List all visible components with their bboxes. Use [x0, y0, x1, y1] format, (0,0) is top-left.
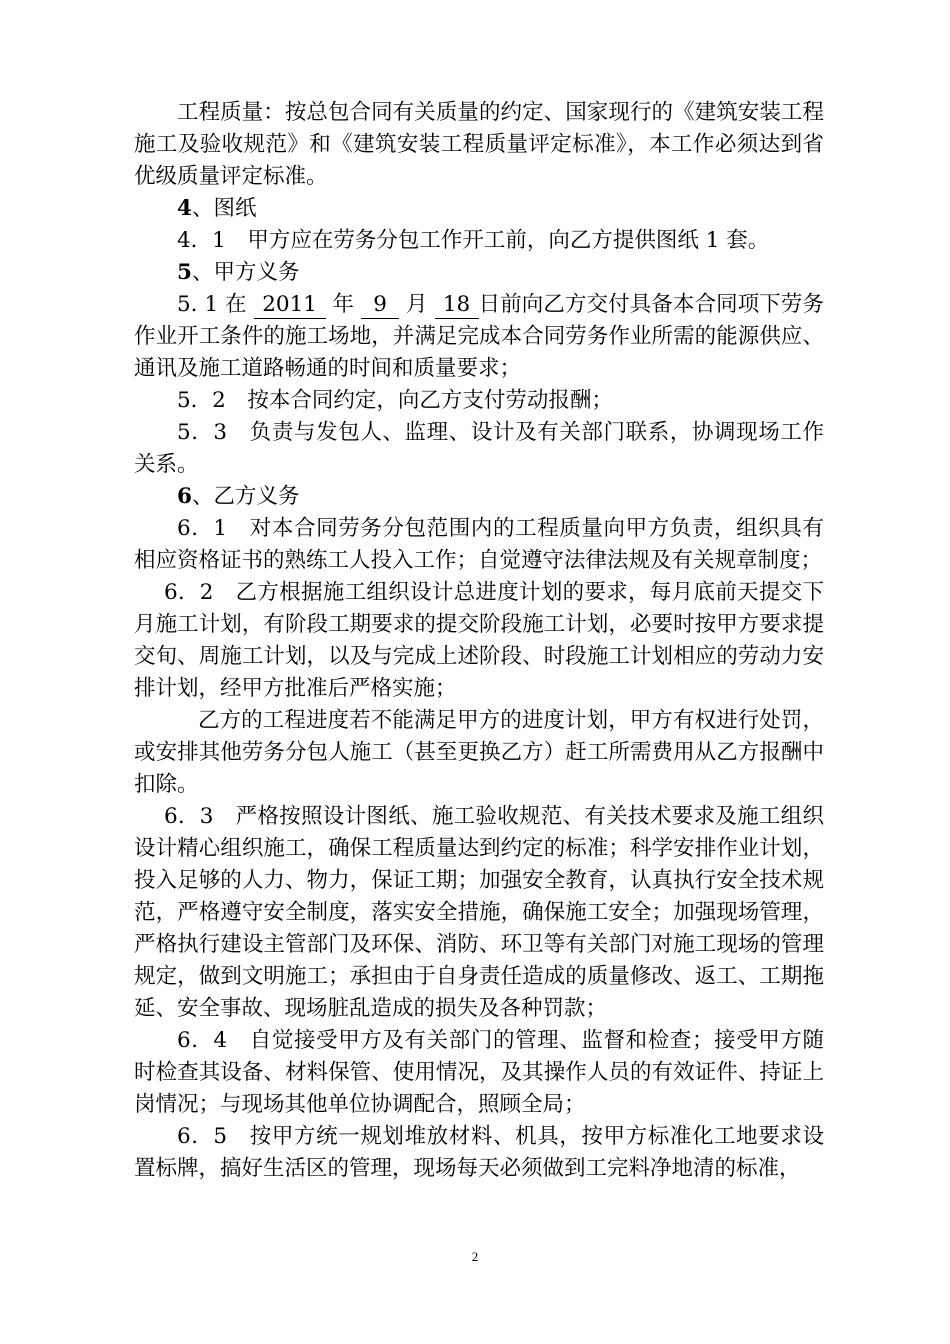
clause-6-2-penalty: 乙方的工程进度若不能满足甲方的进度计划，甲方有权进行处罚，或安排其他劳务分包人施工（甚至更换乙方）赶工所需费用从乙方报酬中扣除。 [134, 708, 824, 797]
clause-6-1: 6．1 对本合同劳务分包范围内的工程质量向甲方负责，组织具有相应资格证书的熟练工人投入工作；自觉遵守法律法规及有关规章制度； [134, 516, 824, 573]
clause-6-4: 6．4 自觉接受甲方及有关部门的管理、监督和检查；接受甲方随时检查其设备、材料保管、使用情况，及其操作人员的有效证件、持证上岗情况；与现场其他单位协调配合，照顾全局； [134, 1028, 824, 1117]
section-6-heading [134, 481, 824, 513]
clause-5-1-prefix: 5. 1 在 [177, 292, 247, 317]
section-5-title: 、甲方义务 [191, 260, 300, 285]
section-5-number: 5 [177, 260, 192, 285]
clause-6-2: 6．2 乙方根据施工组织设计总进度计划的要求，每月底前天提交下月施工计划，有阶段工期要求的提交阶段施工计划，必要时按甲方要求提交旬、周施工计划，以及与完成上述阶段、时段施工计划相应的劳动力安排计划，经甲方批准后严格实施； [134, 580, 824, 701]
clause-6-3: 6．3 严格按照设计图纸、施工验收规范、有关技术要求及施工组织设计精心组织施工，确保工程质量达到约定的标准；科学安排作业计划，投入足够的人力、物力，保证工期；加强安全教育，认真执行安全技术规范，严格遵守安全制度，落实安全措施，确保施工安全；加强现场管理，严格执行建设主管部门及环保、消防、环卫等有关部门对施工现场的管理规定，做到文明施工；承担由于自身责任造成的质量修改、返工、工期拖延、安全事故、现场脏乱造成的损失及各种罚款； [134, 804, 824, 1021]
month-unit: 月 [405, 292, 428, 317]
section-4-heading [134, 193, 824, 225]
clause-5-1-text: 日前向乙方交付具备本合同项下劳务作业开工条件的施工场地，并满足完成本合同劳务作业所需的能源供应、通讯及施工道路畅通的时间和质量要求； [134, 292, 824, 381]
section-6-title: 、乙方义务 [191, 484, 300, 509]
section-5-heading [134, 257, 824, 289]
section-4-title: 、图纸 [191, 196, 257, 221]
section-6-number: 6 [177, 484, 192, 509]
clause-5-3: 5．3 负责与发包人、监理、设计及有关部门联系，协调现场工作关系。 [134, 420, 824, 477]
clause-6-5: 6．5 按甲方统一规划堆放材料、机具，按甲方标准化工地要求设置标牌，搞好生活区的管理，现场每天必须做到工完料净地清的标准， [134, 1124, 824, 1181]
date-day-field: 18 [435, 292, 479, 319]
page-number: 2 [471, 1249, 479, 1264]
date-month-field: 9 [361, 292, 399, 319]
section-4-number: 4 [177, 196, 192, 221]
contract-body [134, 97, 824, 1185]
date-year-field: 2011 [254, 292, 326, 319]
quality-paragraph: 工程质量：按总包合同有关质量的约定、国家现行的《建筑安装工程施工及验收规范》和《建筑安装工程质量评定标准》，本工作必须达到省优级质量评定标准。 [134, 100, 824, 189]
clause-5-2: 5．2 按本合同约定，向乙方支付劳动报酬； [177, 388, 613, 413]
clause-5-1 [134, 289, 824, 385]
clause-4-1: 4．1 甲方应在劳务分包工作开工前，向乙方提供图纸 1 套。 [177, 228, 770, 253]
year-unit: 年 [332, 292, 355, 317]
